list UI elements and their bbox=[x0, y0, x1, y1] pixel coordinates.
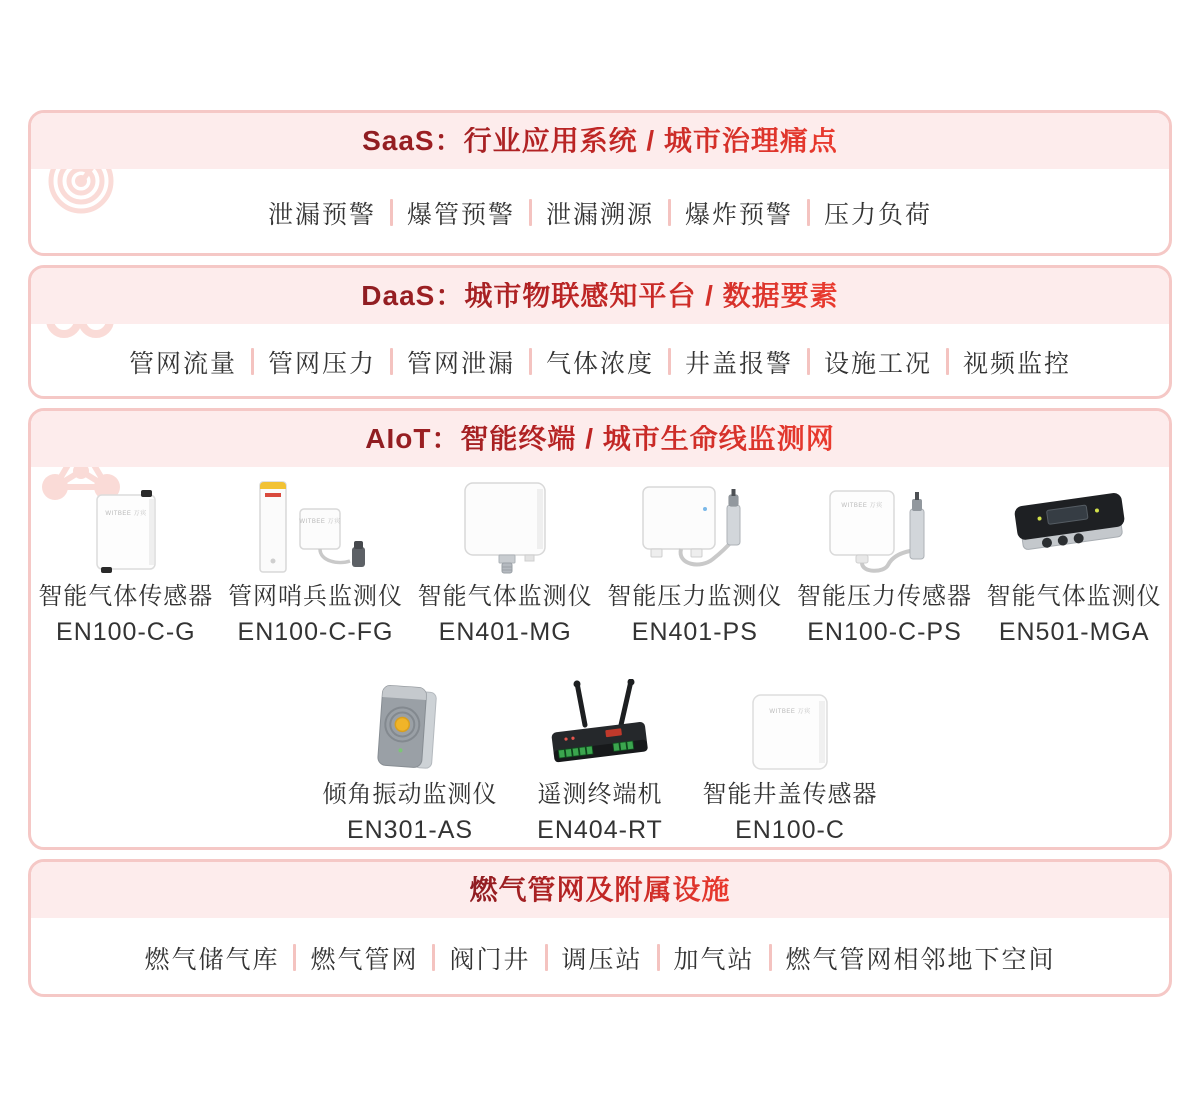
daas-header bbox=[31, 268, 1169, 324]
gas-sensor-box-image bbox=[87, 487, 165, 575]
daas-title: DaaS：城市物联感知平台 / 数据要素 bbox=[361, 280, 839, 311]
device-name: 智能井盖传感器 bbox=[702, 780, 878, 808]
facilities-title: 燃气管网及附属设施 bbox=[469, 874, 731, 905]
saas-item: 压力负荷 bbox=[824, 200, 933, 229]
device-card bbox=[979, 479, 1169, 647]
item-divider bbox=[668, 348, 671, 375]
svg-text:WITBEE 万宾: WITBEE 万宾 bbox=[769, 708, 811, 715]
device-model: EN404-RT bbox=[537, 815, 663, 844]
facility-item: 加气站 bbox=[673, 945, 755, 974]
facility-item: 燃气管网相邻地下空间 bbox=[785, 945, 1056, 974]
aiot-title: AIoT：智能终端 / 城市生命线监测网 bbox=[365, 423, 835, 454]
saas-header bbox=[31, 113, 1169, 169]
item-divider bbox=[293, 944, 296, 971]
item-divider bbox=[529, 199, 532, 226]
gas-monitor-image bbox=[455, 481, 555, 575]
device-name: 智能气体传感器 bbox=[38, 583, 214, 610]
daas-item: 视频监控 bbox=[963, 349, 1072, 378]
facility-item: 调压站 bbox=[561, 945, 643, 974]
device-image bbox=[790, 479, 980, 575]
saas-item: 爆炸预警 bbox=[685, 200, 794, 229]
gas-monitor-black-image bbox=[1009, 491, 1139, 575]
device-model: EN100-C bbox=[735, 815, 845, 844]
svg-text:WITBEE 万宾: WITBEE 万宾 bbox=[840, 503, 883, 509]
daas-item: 管网泄漏 bbox=[406, 349, 515, 378]
device-card bbox=[695, 677, 885, 845]
device-image bbox=[31, 479, 221, 575]
device-model: EN100-C-PS bbox=[807, 617, 962, 646]
item-divider bbox=[390, 199, 393, 226]
device-name: 倾角振动监测仪 bbox=[322, 780, 498, 808]
device-image bbox=[600, 479, 790, 575]
saas-title: SaaS：行业应用系统 / 城市治理痛点 bbox=[362, 125, 838, 156]
facility-item: 阀门井 bbox=[449, 945, 531, 974]
device-name: 智能气体监测仪 bbox=[417, 583, 593, 610]
pressure-sensor-probe-image bbox=[826, 481, 944, 575]
item-divider bbox=[668, 199, 671, 226]
device-card bbox=[505, 677, 695, 845]
facility-item: 燃气管网 bbox=[310, 945, 419, 974]
device-model: EN100-C-FG bbox=[237, 617, 394, 646]
facilities-layer-card bbox=[28, 859, 1172, 997]
device-model: EN301-AS bbox=[346, 815, 474, 844]
saas-item: 爆管预警 bbox=[406, 200, 515, 229]
daas-item: 管网压力 bbox=[267, 349, 376, 378]
device-model: EN401-PS bbox=[631, 617, 758, 646]
item-divider bbox=[807, 348, 810, 375]
item-divider bbox=[529, 348, 532, 375]
daas-item: 管网流量 bbox=[128, 349, 237, 378]
device-image bbox=[221, 479, 411, 575]
facilities-items-row bbox=[31, 918, 1169, 997]
aiot-devices-row-2 bbox=[31, 677, 1169, 845]
device-card bbox=[31, 479, 221, 647]
device-card bbox=[221, 479, 411, 647]
item-divider bbox=[946, 348, 949, 375]
device-image bbox=[979, 479, 1169, 575]
item-divider bbox=[657, 944, 660, 971]
item-divider bbox=[432, 944, 435, 971]
daas-item: 气体浓度 bbox=[545, 349, 654, 378]
saas-item: 泄漏预警 bbox=[267, 200, 376, 229]
item-divider bbox=[807, 199, 810, 226]
device-image bbox=[410, 479, 600, 575]
aiot-devices-row-1 bbox=[31, 479, 1169, 647]
device-model: EN401-MG bbox=[438, 617, 572, 646]
daas-layer-card bbox=[28, 265, 1172, 399]
pipeline-sentinel-image bbox=[254, 481, 376, 575]
item-divider bbox=[390, 348, 393, 375]
daas-item: 设施工况 bbox=[824, 349, 933, 378]
device-model: EN501-MGA bbox=[998, 617, 1150, 646]
daas-item: 井盖报警 bbox=[685, 349, 794, 378]
device-model: EN100-C-G bbox=[56, 617, 196, 646]
item-divider bbox=[545, 944, 548, 971]
saas-items-row bbox=[31, 169, 1169, 256]
svg-text:WITBEE 万宾: WITBEE 万宾 bbox=[105, 511, 147, 517]
saas-item: 泄漏溯源 bbox=[545, 200, 654, 229]
device-name: 智能压力传感器 bbox=[797, 583, 972, 610]
telemetry-terminal-image bbox=[541, 679, 659, 773]
pressure-monitor-probe-image bbox=[635, 481, 755, 575]
device-image bbox=[505, 677, 695, 773]
item-divider bbox=[251, 348, 254, 375]
aiot-header bbox=[31, 411, 1169, 467]
device-name: 智能压力监测仪 bbox=[607, 583, 783, 610]
item-divider bbox=[769, 944, 772, 971]
device-name: 遥测终端机 bbox=[537, 780, 663, 808]
device-name: 智能气体监测仪 bbox=[986, 583, 1162, 610]
device-card bbox=[600, 479, 790, 647]
daas-items-row bbox=[31, 324, 1169, 399]
svg-text:WITBEE 万宾: WITBEE 万宾 bbox=[299, 519, 342, 525]
aiot-layer-card bbox=[28, 408, 1172, 850]
manhole-cover-sensor-image bbox=[749, 691, 831, 773]
device-image bbox=[315, 677, 505, 773]
facility-item: 燃气储气库 bbox=[144, 945, 280, 974]
device-card bbox=[315, 677, 505, 845]
tilt-vibration-sensor-image bbox=[370, 685, 450, 773]
device-card bbox=[410, 479, 600, 647]
device-card bbox=[790, 479, 980, 647]
facilities-header bbox=[31, 862, 1169, 918]
device-image bbox=[695, 677, 885, 773]
saas-layer-card bbox=[28, 110, 1172, 256]
device-name: 管网哨兵监测仪 bbox=[227, 583, 403, 610]
